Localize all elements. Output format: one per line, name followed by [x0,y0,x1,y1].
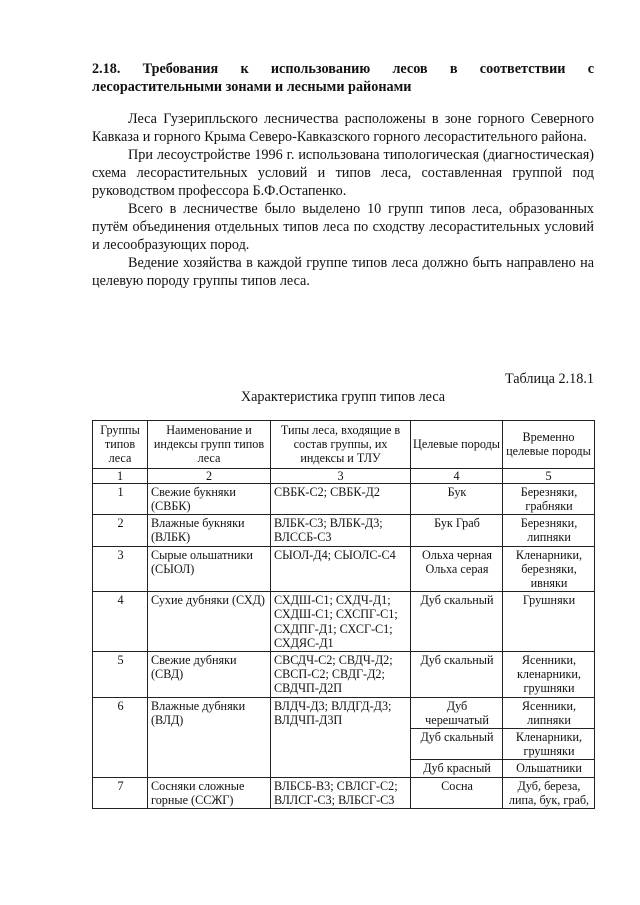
target-species: Ольха черная Ольха серая [411,546,503,592]
table-title: Характеристика групп типов леса [240,389,446,405]
temporary-species: Березняки, грабняки [503,483,595,514]
temporary-species: Ольшатники [503,760,595,777]
column-number: 4 [411,468,503,483]
temporary-species: Грушняки [503,592,595,652]
group-name: Свежие дубняки (СВД) [148,652,271,698]
temporary-species: Ясенники, липняки [503,697,595,728]
target-species: Сосна [411,777,503,808]
target-species: Дуб скальный [411,592,503,652]
column-number: 3 [271,468,411,483]
paragraph-4: Ведение хозяйства в каждой группе типов леса должно быть направлено на целевую породу группы типов леса. [92,255,594,289]
group-types: СВБК-С2; СВБК-Д2 [271,483,411,514]
document-page [92,60,594,290]
table-row [93,483,595,514]
target-species: Дуб черешчатый [411,697,503,728]
group-number: 5 [93,652,148,698]
group-name: Сосняки сложные горные (ССЖГ) [148,777,271,808]
group-number: 1 [93,483,148,514]
group-types: ВЛБК-С3; ВЛБК-Д3; ВЛССБ-С3 [271,515,411,546]
target-species: Дуб красный [411,760,503,777]
temporary-species: Кленарники, березняки, ивняки [503,546,595,592]
target-species: Бук Граб [411,515,503,546]
group-name: Сырые ольшатники (СЫОЛ) [148,546,271,592]
group-number: 4 [93,592,148,652]
table-number: Таблица 2.18.1 [504,371,594,387]
column-number: 5 [503,468,595,483]
temporary-species: Ясенники, кленарники, грушняки [503,652,595,698]
table-row [93,515,595,546]
table-row [93,592,595,652]
header-cell: Наименование и индексы групп типов леса [148,421,271,469]
group-number: 2 [93,515,148,546]
forest-types-table [92,420,595,809]
group-types: ВЛДЧ-Д3; ВЛДГД-Д3; ВЛДЧП-Д3П [271,697,411,777]
header-cell: Группы типов леса [93,421,148,469]
group-types: СХДШ-С1; СХДЧ-Д1; СХДШ-С1; СХСПГ-С1; СХДПГ-Д1; СХСГ-С1; СХДЯС-Д1 [271,592,411,652]
header-cell: Целевые породы [411,421,503,469]
column-number-row [93,468,595,483]
header-cell: Временно целевые породы [503,421,595,469]
target-species: Дуб скальный [411,652,503,698]
group-types: ВЛБСБ-В3; СВЛСГ-С2; ВЛЛСГ-С3; ВЛБСГ-С3 [271,777,411,808]
temporary-species: Дуб, береза, липа, бук, граб, [503,777,595,808]
group-name: Свежие букняки (СВБК) [148,483,271,514]
group-name: Влажные букняки (ВЛБК) [148,515,271,546]
table-row [93,777,595,808]
group-types: СЫОЛ-Д4; СЫОЛС-С4 [271,546,411,592]
group-number: 3 [93,546,148,592]
paragraph-3: Всего в лесничестве было выделено 10 групп типов леса, образованных путём объединения отдельных типов леса по сходству лесорастительных условий и лесообразующих пород. [92,201,594,253]
group-number: 6 [93,697,148,777]
table-row [93,652,595,698]
section-heading: 2.18. Требования к использованию лесов в соответствии с лесорастительными зонами и лесными районами [92,61,594,95]
target-species: Дуб скальный [411,729,503,760]
temporary-species: Березняки, липняки [503,515,595,546]
header-cell: Типы леса, входящие в состав группы, их индексы и ТЛУ [271,421,411,469]
group-name: Сухие дубняки (СХД) [148,592,271,652]
column-number: 1 [93,468,148,483]
group-name: Влажные дубняки (ВЛД) [148,697,271,777]
group-types: СВСДЧ-С2; СВДЧ-Д2; СВСП-С2; СВДГ-Д2; СВДЧП-Д2П [271,652,411,698]
table-header-row [93,421,595,469]
group-number: 7 [93,777,148,808]
table-row [93,546,595,592]
table-row [93,697,595,728]
temporary-species: Кленарники, грушняки [503,729,595,760]
paragraph-1: Леса Гузерипльского лесничества расположены в зоне горного Северного Кавказа и горного Крыма Северо-Кавказского горного лесорастительного района. [92,111,594,145]
target-species: Бук [411,483,503,514]
column-number: 2 [148,468,271,483]
paragraph-2: При лесоустройстве 1996 г. использована типологическая (диагностическая) схема лесорастительных условий и типов леса, составленная группой под руководством профессора Б.Ф.Остапенко. [92,147,594,199]
